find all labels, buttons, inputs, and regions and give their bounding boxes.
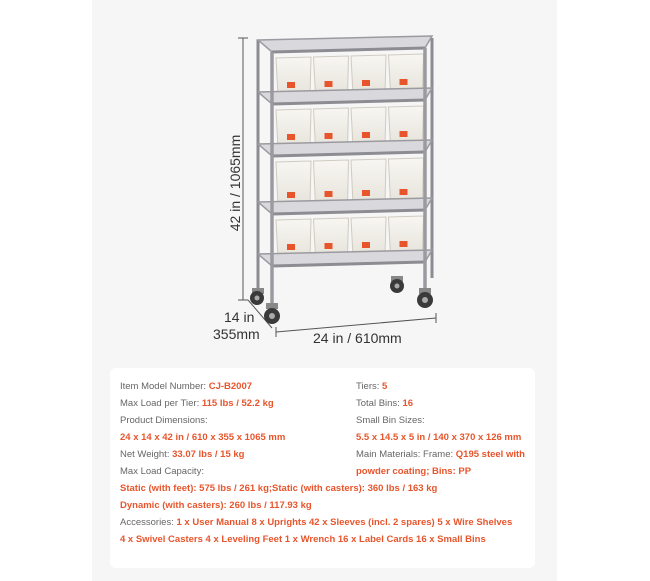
spec-label: Product Dimensions: bbox=[120, 415, 208, 426]
spec-label: Total Bins: bbox=[356, 398, 400, 409]
dimension-height-label: 42 in / 1065mm bbox=[227, 134, 243, 232]
label-card bbox=[325, 243, 333, 249]
label-card bbox=[362, 190, 370, 196]
spec-materials bbox=[356, 448, 525, 462]
caster-front-right bbox=[417, 288, 433, 308]
spec-value: 5.5 x 14.5 x 5 in / 140 x 370 x 126 mm bbox=[356, 432, 522, 443]
spec-accessories-line2 bbox=[120, 533, 486, 547]
small-bin bbox=[389, 158, 424, 204]
spec-label: Item Model Number: bbox=[120, 381, 207, 392]
label-card bbox=[362, 80, 370, 86]
rack-tiers bbox=[258, 36, 432, 266]
spec-net-weight bbox=[120, 448, 244, 462]
casters bbox=[250, 276, 433, 324]
spec-value: CJ-B2007 bbox=[208, 381, 253, 392]
spec-value: Dynamic (with casters): 260 lbs / 117.93 kg bbox=[120, 500, 312, 511]
label-card bbox=[325, 191, 333, 197]
spec-label: Max Load per Tier: bbox=[120, 398, 200, 409]
spec-label: Max Load Capacity: bbox=[120, 466, 204, 477]
spec-product-dimensions-value bbox=[120, 431, 285, 445]
label-card bbox=[400, 241, 408, 247]
spec-capacity-dynamic bbox=[120, 499, 312, 513]
spec-value: 115 lbs / 52.2 kg bbox=[201, 398, 274, 409]
dimension-depth-mm-label: 355mm bbox=[213, 326, 260, 342]
small-bin bbox=[276, 161, 311, 207]
spec-value: 1 x User Manual 8 x Uprights 42 x Sleeves (incl. 2 spares) 5 x Wire Shelves bbox=[176, 517, 513, 528]
spec-model bbox=[120, 380, 252, 394]
spec-value: 33.07 lbs / 15 kg bbox=[172, 449, 245, 460]
caster-back-left bbox=[250, 288, 264, 305]
caster-front-left bbox=[264, 303, 280, 324]
spec-value: 5 bbox=[382, 381, 388, 392]
spec-accessories-line1 bbox=[120, 516, 512, 530]
spec-product-dimensions-label bbox=[120, 414, 208, 428]
label-card bbox=[325, 133, 333, 139]
label-card bbox=[287, 134, 295, 140]
spec-small-bin-sizes-label bbox=[356, 414, 425, 428]
label-card bbox=[400, 131, 408, 137]
spec-value: 24 x 14 x 42 in / 610 x 355 x 1065 mm bbox=[120, 432, 286, 443]
small-bin bbox=[314, 160, 349, 206]
spec-value: powder coating; Bins: PP bbox=[356, 466, 472, 477]
spec-total-bins bbox=[356, 397, 413, 411]
spec-value: Static (with feet): 575 lbs / 261 kg;Static (with casters): 360 lbs / 163 kg bbox=[120, 483, 438, 494]
label-card bbox=[287, 192, 295, 198]
specifications-panel bbox=[110, 368, 535, 568]
label-card bbox=[287, 82, 295, 88]
spec-label: Accessories: bbox=[120, 517, 174, 528]
label-card bbox=[287, 244, 295, 250]
dimension-depth-in-label: 14 in bbox=[224, 309, 255, 325]
label-card bbox=[325, 81, 333, 87]
spec-label: Net Weight: bbox=[120, 449, 170, 460]
spec-materials-continued bbox=[356, 465, 471, 479]
label-card bbox=[400, 189, 408, 195]
spec-label: Small Bin Sizes: bbox=[356, 415, 425, 426]
spec-value: 4 x Swivel Casters 4 x Leveling Feet 1 x Wrench 16 x Label Cards 16 x Small Bins bbox=[120, 534, 486, 545]
spec-value: 16 bbox=[402, 398, 414, 409]
spec-capacity-static bbox=[120, 482, 437, 496]
label-card bbox=[362, 132, 370, 138]
small-bin bbox=[351, 159, 386, 205]
label-card bbox=[362, 242, 370, 248]
spec-tiers bbox=[356, 380, 387, 394]
spec-small-bin-sizes-value bbox=[356, 431, 521, 445]
spec-label: Main Materials: Frame: bbox=[356, 449, 454, 460]
spec-max-load-per-tier bbox=[120, 397, 274, 411]
dimension-width-label: 24 in / 610mm bbox=[313, 330, 402, 346]
caster-back-right bbox=[390, 276, 404, 293]
spec-max-load-capacity-label bbox=[120, 465, 204, 479]
spec-value: Q195 steel with bbox=[455, 449, 525, 460]
spec-label: Tiers: bbox=[356, 381, 380, 392]
label-card bbox=[400, 79, 408, 85]
